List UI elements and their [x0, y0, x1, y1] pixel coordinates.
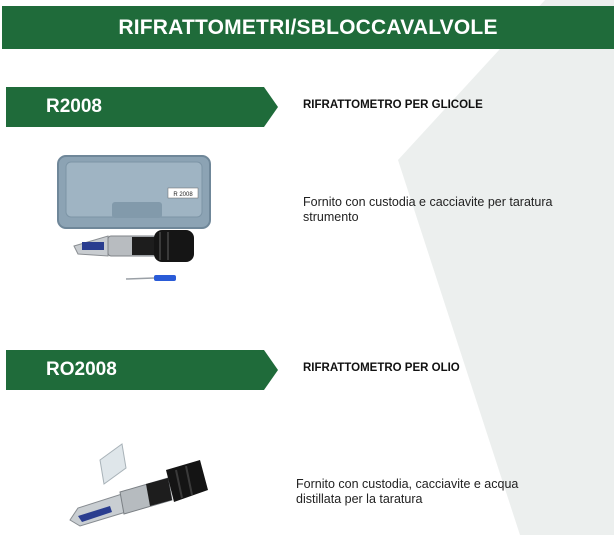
product-description: Fornito con custodia, cacciavite e acqua distillata per la taratura	[296, 477, 519, 506]
product-code-banner-ro2008	[6, 350, 278, 390]
product-code: R2008	[46, 96, 102, 117]
refractometer-oil-image	[60, 440, 230, 530]
product-code: RO2008	[46, 359, 117, 380]
page-title: RIFRATTOMETRI/SBLOCCAVALVOLE	[2, 6, 614, 49]
product-code-banner-r2008	[6, 87, 278, 127]
product-description: Fornito con custodia e cacciavite per taratura strumento	[303, 195, 553, 224]
product-name: RIFRATTOMETRO PER OLIO	[303, 362, 460, 374]
product-name: RIFRATTOMETRO PER GLICOLE	[303, 99, 483, 111]
refractometer-glycol-image	[50, 150, 220, 290]
case-label: R 2008	[173, 192, 193, 198]
